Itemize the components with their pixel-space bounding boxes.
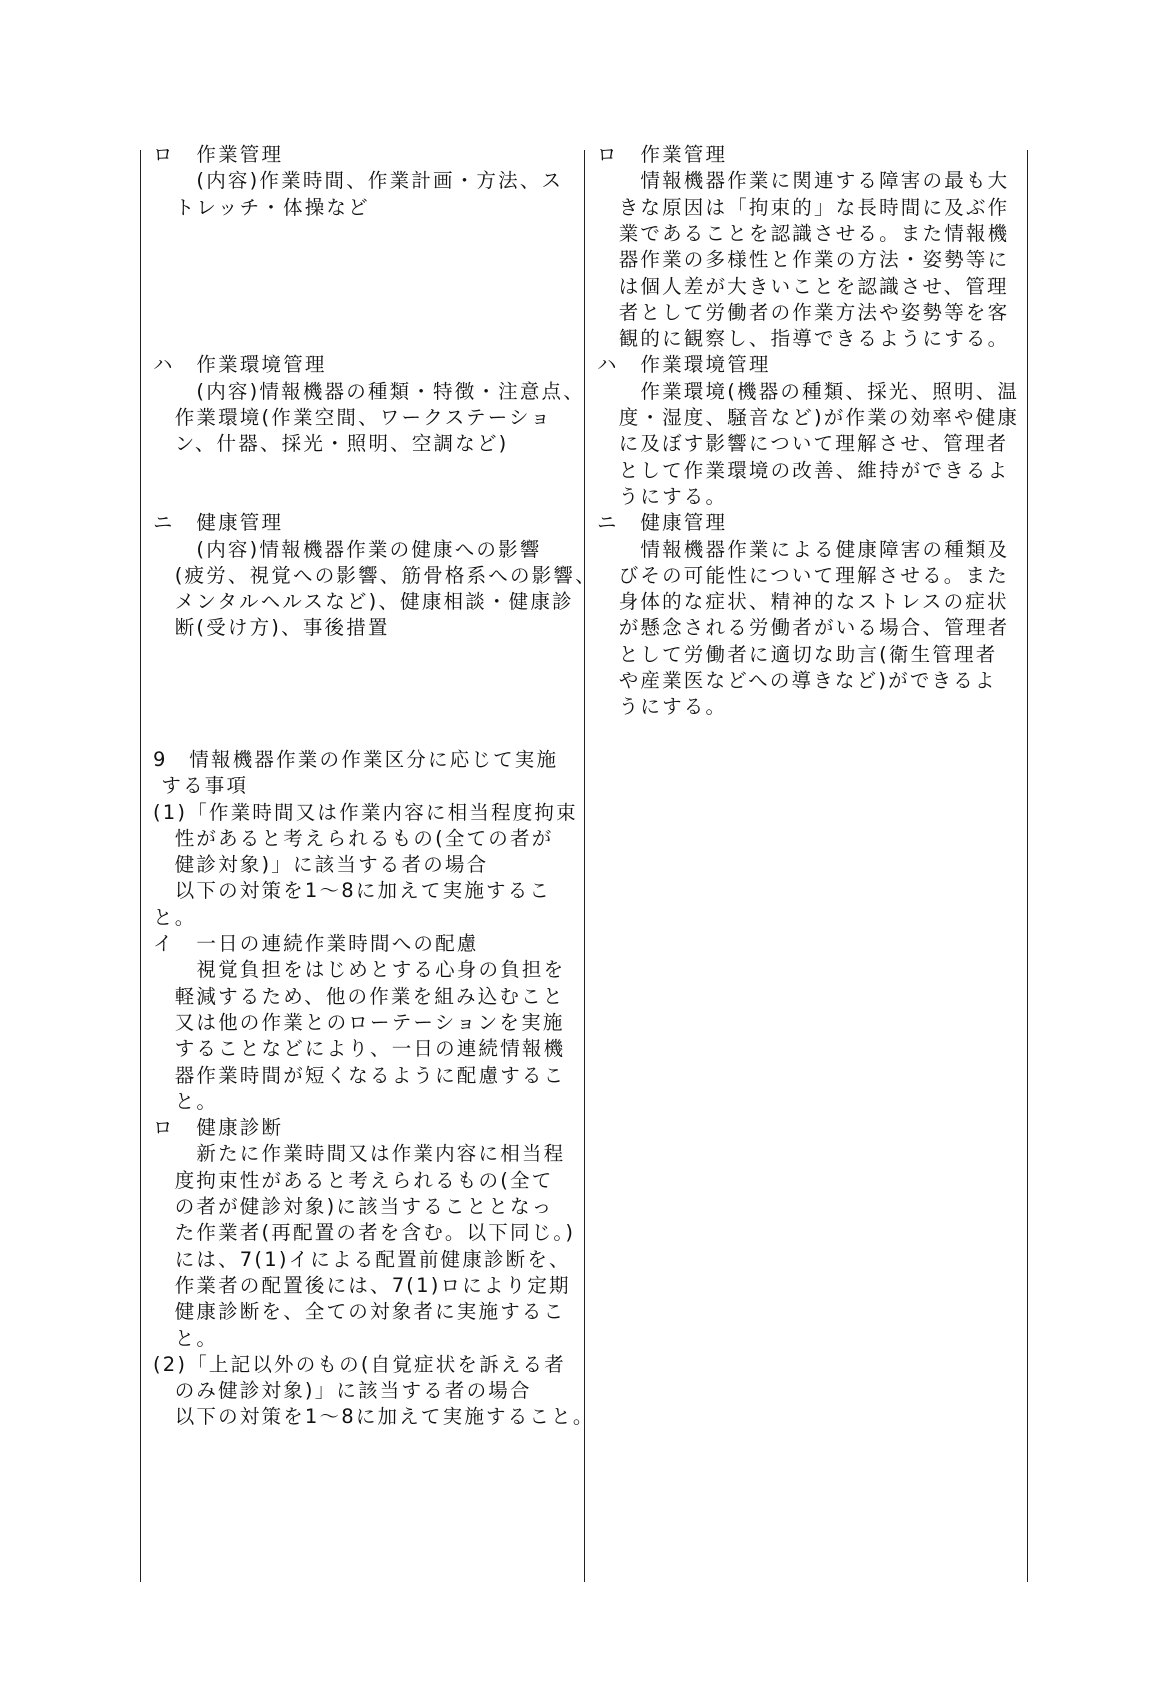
left-column-line: の者が健診対象)に該当することとなっ <box>153 1195 554 1218</box>
left-column-line: 度拘束性があると考えられるもの(全て <box>153 1168 554 1192</box>
left-column-line: 健診対象)」に該当する者の場合 <box>153 853 489 877</box>
left-column-line: ロ 作業管理 <box>153 143 284 166</box>
left-column-line: と。 <box>153 1326 219 1350</box>
left-column-line: と。 <box>153 905 197 929</box>
right-column-line: 度・湿度、騒音など)が作業の効率や健康 <box>597 406 1020 429</box>
left-column-line: することなどにより、一日の連続情報機 <box>153 1037 566 1061</box>
right-column-line: 情報機器作業による健康障害の種類及 <box>597 537 1010 561</box>
left-column-line: メンタルヘルスなど)、健康相談・健康診 <box>153 590 574 614</box>
right-column-line: や産業医などへの導きなど)ができるよ <box>597 669 997 692</box>
left-column-line: ハ 作業環境管理 <box>153 353 327 377</box>
left-column-line: 視覚負担をはじめとする心身の負担を <box>153 958 566 982</box>
left-column-line: 性があると考えられるもの(全ての者が <box>153 826 554 850</box>
right-column-line: として労働者に適切な助言(衛生管理者 <box>597 642 998 666</box>
left-column-line: 9 情報機器作業の作業区分に応じて実施 <box>153 747 559 771</box>
left-column-line: 軽減するため、他の作業を組み込むこと <box>153 984 565 1008</box>
right-column-line: びその可能性について理解させる。また <box>597 563 1009 587</box>
right-column-line: 情報機器作業に関連する障害の最も大 <box>597 169 1010 193</box>
right-column-line: ニ 健康管理 <box>597 511 728 535</box>
left-column-line: のみ健診対象)」に該当する者の場合 <box>153 1379 532 1403</box>
right-column-line: 作業環境(機器の種類、採光、照明、温 <box>597 379 1020 403</box>
left-column-line: する事項 <box>153 774 249 798</box>
left-column-line: 以下の対策を1～8に加えて実施するこ <box>153 879 552 903</box>
left-column-line: ロ 健康診断 <box>153 1116 284 1140</box>
left-column-line: (疲労、視覚への影響、筋骨格系への影響、 <box>153 563 597 587</box>
left-column-line: トレッチ・体操など <box>153 195 370 219</box>
right-column-line: うにする。 <box>597 695 728 719</box>
left-column-line: 健康診断を、全ての対象者に実施するこ <box>153 1300 566 1324</box>
left-column-line: と。 <box>153 1089 219 1113</box>
right-column-line: は個人差が大きいことを認識させ、管理 <box>597 274 1009 298</box>
right-column-line: ハ 作業環境管理 <box>597 353 771 377</box>
left-column-line: ニ 健康管理 <box>153 511 284 535</box>
left-column-line: 新たに作業時間又は作業内容に相当程 <box>153 1142 566 1166</box>
left-column-line: た作業者(再配置の者を含む。以下同じ。) <box>153 1221 576 1245</box>
left-column-line: (1)「作業時間又は作業内容に相当程度拘束 <box>153 800 578 824</box>
left-column-line: イ 一日の連続作業時間への配慮 <box>153 932 479 955</box>
left-column-line: ン、什器、採光・照明、空調など) <box>153 432 509 456</box>
left-column-line: には、7(1)イによる配置前健康診断を、 <box>153 1247 571 1271</box>
right-column-line: うにする。 <box>597 484 728 508</box>
right-column-line: 業であることを認識させる。また情報機 <box>597 221 1010 245</box>
table-border-right <box>1027 150 1028 1582</box>
left-column-line: 作業者の配置後には、7(1)ロにより定期 <box>153 1273 571 1297</box>
right-column-line: が懸念される労働者がいる場合、管理者 <box>597 616 1010 640</box>
left-column-line: 又は他の作業とのローテーションを実施 <box>153 1010 565 1034</box>
table-border-middle <box>584 150 585 1582</box>
left-column-line: (内容)情報機器の種類・特徴・注意点、 <box>153 379 585 403</box>
right-column-line: 器作業の多様性と作業の方法・姿勢等に <box>597 248 1010 272</box>
left-column-line: (内容)作業時間、作業計画・方法、ス <box>153 169 564 193</box>
right-column-line: に及ぼす影響について理解させ、管理者 <box>597 432 1009 456</box>
right-column-line: 身体的な症状、精神的なストレスの症状 <box>597 590 1009 614</box>
right-column-line: として作業環境の改善、維持ができるよ <box>597 458 1010 482</box>
right-column-line: 者として労働者の作業方法や姿勢等を客 <box>597 300 1010 324</box>
right-column-line: 観的に観察し、指導できるようにする。 <box>597 327 1010 351</box>
left-column-line: 作業環境(作業空間、ワークステーショ <box>153 406 553 429</box>
left-column-line: 断(受け方)、事後措置 <box>153 616 390 640</box>
left-column-line: (2)「上記以外のもの(自覚症状を訴える者 <box>153 1352 566 1376</box>
right-column-line: ロ 作業管理 <box>597 143 728 166</box>
table-border-left <box>140 150 141 1582</box>
right-column-line: きな原因は「拘束的」な長時間に及ぶ作 <box>597 195 1010 219</box>
left-column-line: (内容)情報機器作業の健康への影響 <box>153 537 542 561</box>
left-column-line: 以下の対策を1～8に加えて実施すること。 <box>153 1405 595 1429</box>
left-column-line: 器作業時間が短くなるように配慮するこ <box>153 1063 566 1087</box>
